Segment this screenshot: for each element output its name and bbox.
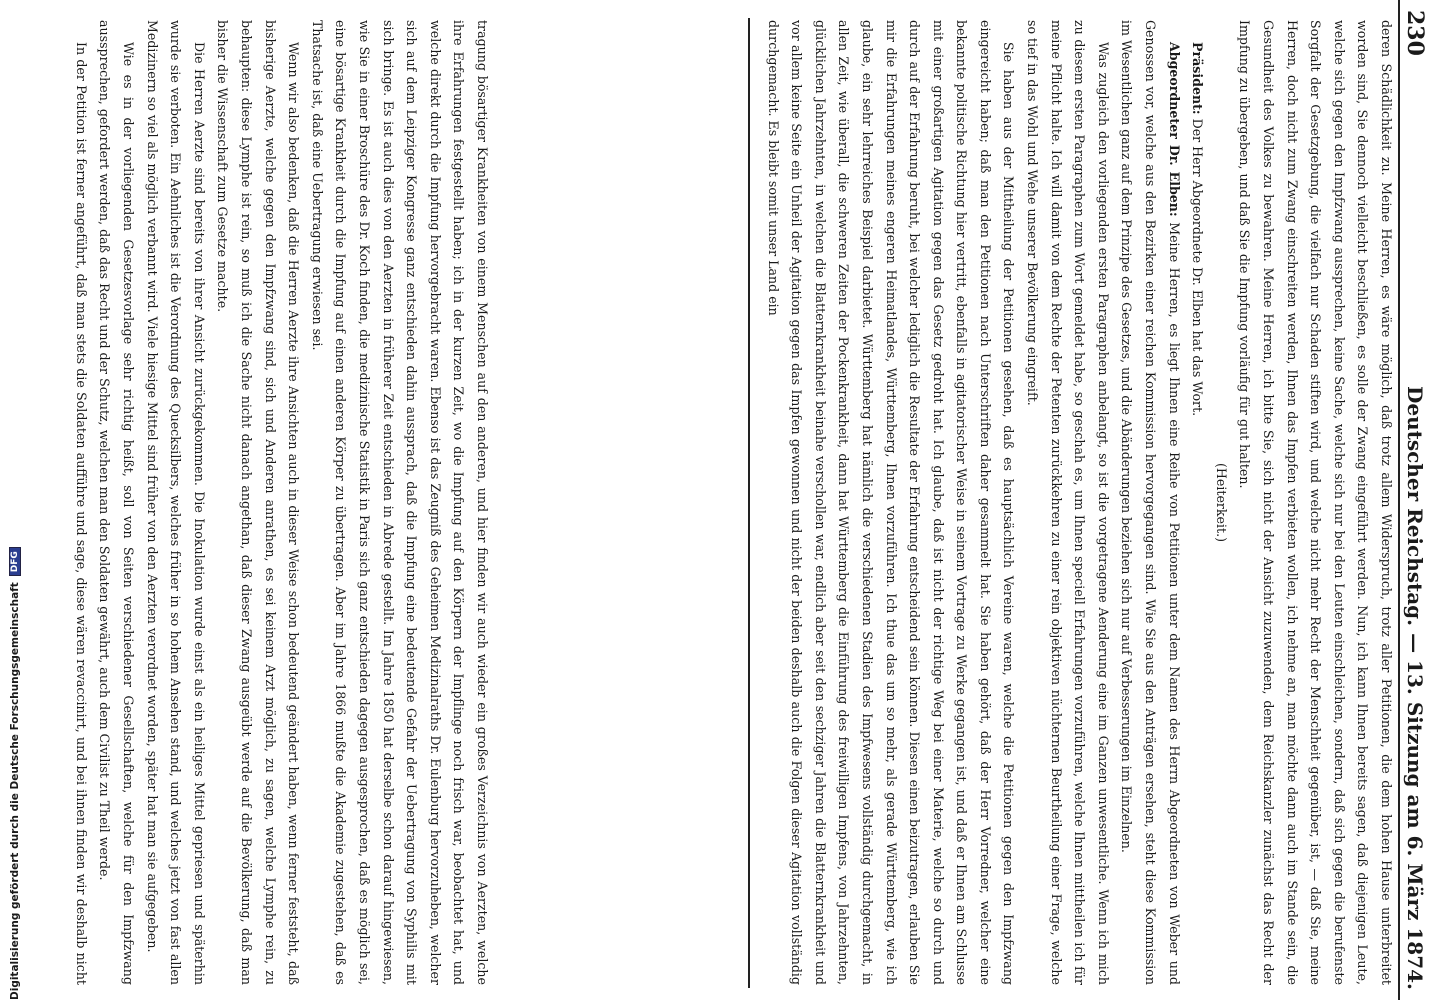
paragraph: Wie es in der vorliegenden Gesetzesvorlage sehr richtig heißt, soll von Seiten verschiedener Gesellschaften, welche für den Impfzwang aussprechen, gefordert werden, daß das Recht und der Schutz, welchen man den Soldaten gewährt, auch dem Civilist zu Theil werde. — [97, 20, 137, 985]
speaker-label: Präsident: — [1190, 42, 1206, 115]
scanned-page — [6, 0, 1432, 1000]
paragraph: tragung bösartiger Krankheiten von einem Menschen auf den anderen, und hier finden wir auch wieder ein großes Verzeichnis von Aerzten, welche ihre Erfahrungen festgestellt haben; ich in der kurzen Zeit, wo die Impfung auf den Körpern der Impflinge noch frisch war, beobachtet hat, und welche direkt durch die Impfung hervorgebracht waren. Ebenso ist das Zeugniß des Geheimen Medizinalraths Dr. Eulenburg hervorzuheben, welcher sich auf dem Leipziger Kongresse ganz entschieden dahin aussprach, daß die Impfung eine bedeutende Gefahr der Uebertragung von Syphilis mit sich bringe. Es ist auch dies von den Aerzten in früherer Zeit entschieden in Abrede gestellt. Im Jahre 1850 hat derselbe schon darauf hingewiesen, wie Sie in einer Broschüre des Dr. Koch finden, die medizinische Statistik in Paris sich ganz entschieden dagegen ausgesprochen, daß es möglich sei, eine bösartige Krankheit durch die Impfung auf einen anderen Körper zu übertragen. Aber im Jahre 1866 mußte die Akademie zugestehen, daß es Thatsache ist, daß eine Uebertragung erwiesen sei. — [309, 20, 490, 985]
interjection: (Heiterkeit.) — [1213, 463, 1229, 542]
paragraph: Sie haben aus der Mittheilung der Petitionen gesehen, daß es hauptsächlich Vereine waren, welche die Petitionen gegen den Impfzwang eingereicht haben; daß man den Petitionen nach Unterschriften daher gesammelt hat. Sie haben gehört, daß der Herr Vorredner, welcher eine bekannte politische Richtung hier vertritt, ebenfalls in agitatorischer Weise in seinem Vortrage zu Werke gegangen ist, und daß er Ihnen am Schlusse mit einer großartigen Agitation gegen das Gesetz gedroht hat. Ich glaube, daß ist nicht der richtige Weg bei einer Materie, welche so durch und durch auf der Erfahrung beruht, bei welcher lediglich die Resultate der Erfahrung entscheidend sein können. Diesen einen beizutragen, erlauben Sie mir die Erfahrungen meines engeren Heimatlandes, Württemberg, Ihnen vorzuführen. Ich thue das um so mehr, als gerade Württemberg, wie ich glaube, ein sehr lehrreiches Beispiel darbietet. Württemberg hat nämlich die verschiedenen Stadien des Impfwesens vollständig durchgemacht, in allen Zeit, wie überall, die schweren Zeiten der Pockenkrankheit, dann hat Württemberg die Einführung des freiwilligen Impfens, von Jahrzehnten, glücklichen Jahrzehnten, in welchen die Blatternkrankheit beinahe verschollen war, endlich aber seit den sechziger Jahren die Blatternkrankheit und vor allem keine Seite ein Unheil der Agitation gegen das Impfen gewonnen und nicht der beiden deshalb auch die Folgen dieser Agitation vollständig durchgemacht. Es bleibt somit unser Land ein — [765, 20, 1017, 985]
speaker-label: Abgeordneter Dr. Elben: — [1166, 42, 1182, 217]
credit-text: Digitalisierung gefördert durch die Deutsche Forschungsgemeinschaft — [9, 582, 21, 1000]
dfg-logo-icon: DFG — [9, 547, 21, 576]
paragraph: Die Herren Aerzte sind bereits von ihrer Ansicht zurückgekommen. Die Inokulation wurde einst als ein heiliges Mittel gepriesen und späterhin wurde sie verboten. Ein Aehnliches ist die Verordnung des Quecksilbers, welches früher in so hohem Ansehen stand, und welches jetzt von fast allen Medizinern so viel als möglich verbannt wird. Viele hiesige Mittel sind früher von den Aerzten verordnet worden, später hat man sie aufgegeben. — [144, 20, 207, 985]
page-number: 230 — [1402, 10, 1428, 56]
column-divider — [748, 18, 750, 988]
paragraph: In der Petition ist ferner angeführt, daß man stets die Soldaten aufführe und sage, diese wären revaccinirt, und bei ihnen finden wir deshalb nicht — [73, 42, 89, 985]
speaker-paragraph — [1186, 20, 1210, 985]
speaker-paragraph — [1115, 20, 1186, 985]
page-header — [1398, 0, 1432, 1000]
paragraph: Wenn wir also bedenken, daß die Herren Aerzte ihre Ansichten auch in dieser Weise schon bedeutend geändert haben, wenn ferner feststeht, daß bisherige Aerzte, welche gegen den Impfzwang sind, sich und Anderen anrathen, es sei keinem Arzt möglich, zu sagen, welche Lymphe rein, zu behaupten: diese Lymphe ist rein, so muß ich die Sache nicht danach angethan, daß dieser Zwang ausgeübt werde auf die Bevölkerung, daß man bisher die Wissenschaft zum Gesetze machte. — [215, 20, 302, 985]
paragraph: Was zugleich den vorliegenden ersten Paragraphen anbelangt, so ist die vorgetragene Aenderung eine im Ganzen unwesentliche. Wenn ich mich zu diesem ersten Paragraphen zum Wort gemeldet habe, so geschah es, um Ihnen speciell Erfahrungen vorzuführen, welche Ihnen mittheilen ich für meine Pflicht halte. Ich will damit von dem Rechte der Petenten zurückkehren zu einer rein objektiven nüchternen Beurtheilung einer Frage, welche so tief in das Wohl und Wehe unserer Bevölkerung eingreift. — [1025, 20, 1111, 985]
right-column — [758, 20, 1398, 985]
speech-text: Meine Herren, es liegt Ihnen eine Reihe von Petitionen unter dem Namen des Herrn Abgeordneten von Weber und Genossen vor, welche aus den Bezirken einer reichen Kommission hervorgegangen sind. Wie Sie aus den Anträgen ersehen, steht diese Kommission im Wesentlichen ganz auf dem Prinzipe des Gesetzes, und die Abänderungen beziehen sich nur auf Verbesserungen im Einzelnen. — [1119, 20, 1182, 985]
paragraph: deren Schädlichkeit zu. Meine Herren, es wäre möglich, daß trotz allem Widerspruch, trotz aller Petitionen, die dem hohen Hause unterbreitet worden sind, Sie dennoch vielleicht beschließen, es solle der Zwang eingeführt werden. Nun, ich kann Ihnen bereits sagen, daß diejenigen Leute, welche sich gegen den Impfzwang aussprechen, keine Sache, welche sich nur bei den Leuten einschleichen, sondern, daß sich gegen die berufenste Sorgfalt der Gesetzgebung, die vielfach nur Schaden stiften wird, und welche nicht mehr Recht der Menschheit gegenüber, ist, — daß Sie, meine Herren, doch nicht zum Zwang einschreiten werden, Ihnen das Impfen verbieten wollen, ich nehme an, man möchte dann auch im Stande sein, die Gesundheit des Volkes zu bewahren. Meine Herren, ich bitte Sie, sich nicht der Ansicht zuzuwenden, dem Reichskanzler zunächst das Recht der Impfung zu übergeben, und daß Sie die Impfung vorläufig für gut halten. — [1237, 20, 1394, 985]
left-column — [66, 20, 494, 985]
speech-text: Der Herr Abgeordnete Dr. Elben hat das Wort. — [1190, 118, 1206, 417]
running-title: Deutscher Reichstag. — 13. Sitzung am 6. März 1874. — [1403, 386, 1427, 990]
digitization-credit — [6, 0, 24, 1000]
